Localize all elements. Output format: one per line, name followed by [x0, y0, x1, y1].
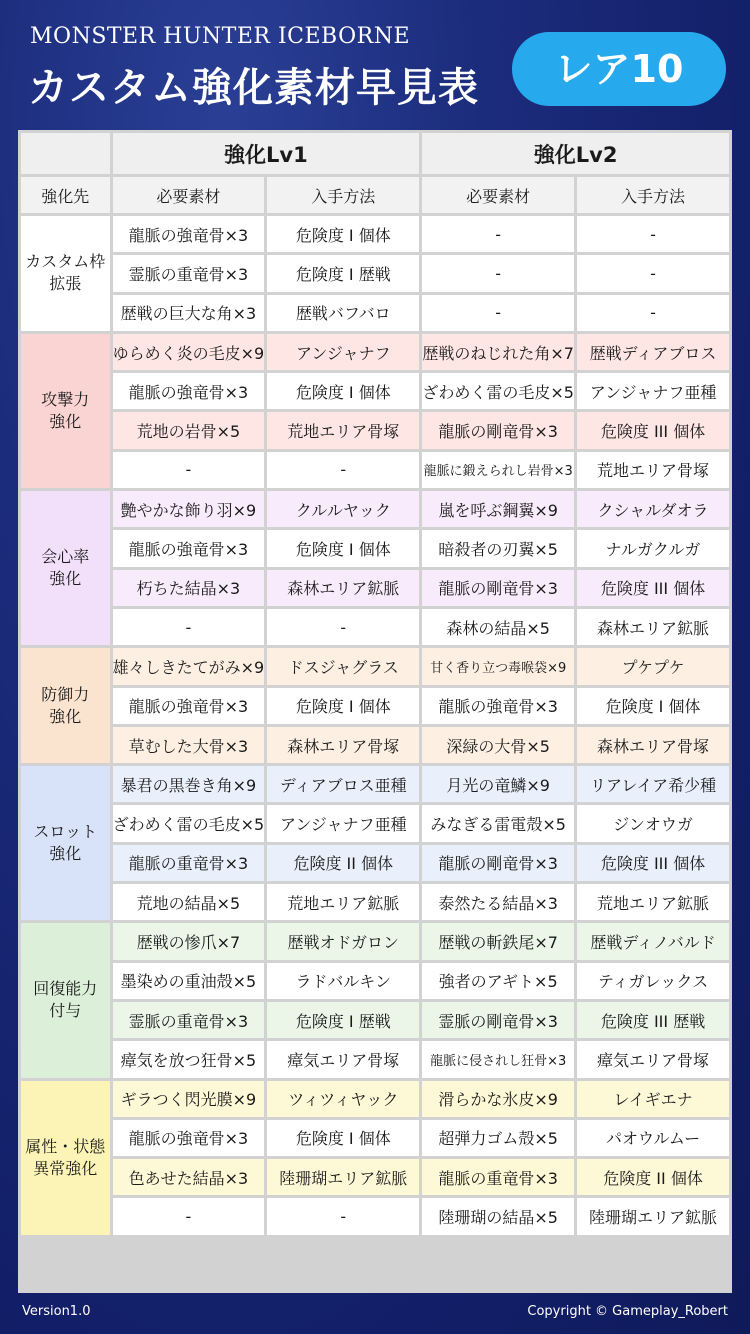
lv1-method-cell: ドスジャグラス — [267, 648, 419, 684]
lv2-method-cell: - — [577, 255, 729, 291]
lv2-material-cell: 龍脈の剛竜骨×3 — [422, 570, 574, 606]
category-cell — [21, 648, 110, 763]
lv1-material-cell: 龍脈の強竜骨×3 — [113, 530, 265, 566]
table-row — [21, 295, 729, 331]
lv1-material-cell: 龍脈の強竜骨×3 — [113, 1120, 265, 1156]
category-label: 会心率 — [41, 547, 90, 567]
lv1-method-cell: 危険度 II 個体 — [267, 845, 419, 881]
lv2-material-cell: 霊脈の剛竜骨×3 — [422, 1002, 574, 1038]
category-label: スロット — [33, 822, 98, 842]
lv1-material-cell: ギラつく閃光膜×9 — [113, 1081, 265, 1117]
lv2-method-cell: パオウルムー — [577, 1120, 729, 1156]
lv1-method-cell: ラドバルキン — [267, 963, 419, 999]
table-row — [21, 727, 729, 763]
lv2-method-cell: プケプケ — [577, 648, 729, 684]
lv1-method-cell: 危険度 I 個体 — [267, 688, 419, 724]
lv1-material-cell: 雄々しきたてがみ×9 — [113, 648, 265, 684]
category-label: 強化 — [49, 569, 82, 589]
lv1-material-cell: 龍脈の強竜骨×3 — [113, 373, 265, 409]
lv2-material-cell: 歴戦の斬鉄尾×7 — [422, 923, 574, 959]
lv1-method-cell: - — [267, 1198, 419, 1234]
lv2-method-cell: 歴戦ディアブロス — [577, 334, 729, 370]
lv2-method-cell: 危険度 III 個体 — [577, 845, 729, 881]
lv1-material-cell: 色あせた結晶×3 — [113, 1159, 265, 1195]
table-row — [21, 609, 729, 645]
lv2-method-cell: 荒地エリア骨塚 — [577, 452, 729, 488]
lv1-method-cell: クルルヤック — [267, 491, 419, 527]
category-cell — [21, 334, 110, 488]
category-cell — [21, 923, 110, 1077]
version-label: Version1.0 — [22, 1304, 91, 1319]
table-row — [21, 923, 729, 959]
lv1-material-cell: 龍脈の強竜骨×3 — [113, 688, 265, 724]
lv1-method-cell: 危険度 I 個体 — [267, 530, 419, 566]
lv1-method-cell: 危険度 I 個体 — [267, 1120, 419, 1156]
corner-cell — [21, 133, 110, 174]
category-label: 回復能力 — [33, 979, 98, 999]
lv2-material-cell: 強者のアギト×5 — [422, 963, 574, 999]
lv1-material-cell: 歴戦の巨大な角×3 — [113, 295, 265, 331]
lv2-method-cell: 陸珊瑚エリア鉱脈 — [577, 1198, 729, 1234]
lv1-method-cell: アンジャナフ — [267, 334, 419, 370]
lv1-material-cell: - — [113, 609, 265, 645]
lv2-material-cell: 龍脈に鍛えられし岩骨×3 — [422, 452, 574, 488]
lv1-material-cell: 歴戦の惨爪×7 — [113, 923, 265, 959]
lv2-material-cell: 深緑の大骨×5 — [422, 727, 574, 763]
rarity-badge: レア10 — [512, 32, 726, 106]
lv2-method-cell: - — [577, 216, 729, 252]
lv2-material-cell: 甘く香り立つ毒喉袋×9 — [422, 648, 574, 684]
lv2-method-cell: アンジャナフ亜種 — [577, 373, 729, 409]
table-row — [21, 1002, 729, 1038]
lv1-method-header: 入手方法 — [267, 177, 419, 213]
lv1-method-cell: 瘴気エリア骨塚 — [267, 1041, 419, 1077]
lv2-material-cell: 歴戦のねじれた角×7 — [422, 334, 574, 370]
table-row — [21, 491, 729, 527]
table-row — [21, 1159, 729, 1195]
lv1-material-cell: 朽ちた結晶×3 — [113, 570, 265, 606]
lv2-method-cell: ナルガクルガ — [577, 530, 729, 566]
lv1-method-cell: 陸珊瑚エリア鉱脈 — [267, 1159, 419, 1195]
lv2-material-cell: 龍脈の剛竜骨×3 — [422, 412, 574, 448]
lv1-material-cell: 龍脈の重竜骨×3 — [113, 845, 265, 881]
lv1-material-cell: 瘴気を放つ狂骨×5 — [113, 1041, 265, 1077]
lv1-material-cell: - — [113, 452, 265, 488]
table-row — [21, 1081, 729, 1117]
table-row — [21, 648, 729, 684]
lv1-method-cell: アンジャナフ亜種 — [267, 805, 419, 841]
category-label: 付与 — [49, 1001, 82, 1021]
copyright-label: Copyright © Gameplay_Robert — [527, 1304, 728, 1319]
table-row — [21, 452, 729, 488]
lv2-method-cell: - — [577, 295, 729, 331]
lv2-material-cell: 龍脈の強竜骨×3 — [422, 688, 574, 724]
lv1-method-cell: 歴戦バフバロ — [267, 295, 419, 331]
lv2-method-cell: ジンオウガ — [577, 805, 729, 841]
lv1-method-cell: 荒地エリア鉱脈 — [267, 884, 419, 920]
lv1-material-cell: 艶やかな飾り羽×9 — [113, 491, 265, 527]
lv1-material-cell: 霊脈の重竜骨×3 — [113, 1002, 265, 1038]
lv1-method-cell: ツィツィヤック — [267, 1081, 419, 1117]
category-cell — [21, 766, 110, 920]
lv2-method-cell: リアレイア希少種 — [577, 766, 729, 802]
lv1-material-cell: 荒地の結晶×5 — [113, 884, 265, 920]
lv2-method-cell: 森林エリア鉱脈 — [577, 609, 729, 645]
lv2-method-cell: 危険度 II 個体 — [577, 1159, 729, 1195]
material-table — [18, 130, 732, 1293]
lv2-material-cell: 暗殺者の刃翼×5 — [422, 530, 574, 566]
category-cell — [21, 491, 110, 645]
table-row — [21, 373, 729, 409]
lv2-method-cell: ティガレックス — [577, 963, 729, 999]
lv2-material-cell: 嵐を呼ぶ鋼翼×9 — [422, 491, 574, 527]
lv1-method-cell: 荒地エリア骨塚 — [267, 412, 419, 448]
category-label: 攻撃力 — [41, 389, 90, 409]
category-cell — [21, 216, 110, 331]
category-label: カスタム枠 — [25, 252, 106, 272]
table-row — [21, 1120, 729, 1156]
lv1-method-cell: - — [267, 452, 419, 488]
category-label: 強化 — [49, 844, 82, 864]
lv1-method-cell: 危険度 I 個体 — [267, 373, 419, 409]
lv1-material-cell: 荒地の岩骨×5 — [113, 412, 265, 448]
lv2-method-header: 入手方法 — [577, 177, 729, 213]
category-label: 拡張 — [49, 274, 82, 294]
table-row — [21, 255, 729, 291]
lv1-method-cell: 危険度 I 個体 — [267, 216, 419, 252]
lv1-material-cell: - — [113, 1198, 265, 1234]
lv1-material-cell: ざわめく雷の毛皮×5 — [113, 805, 265, 841]
category-label: 強化 — [49, 411, 82, 431]
header — [0, 0, 750, 128]
target-column-header: 強化先 — [21, 177, 110, 213]
table-row — [21, 963, 729, 999]
table-row — [21, 570, 729, 606]
table-row — [21, 530, 729, 566]
lv2-material-header: 必要素材 — [422, 177, 574, 213]
category-label: 強化 — [49, 706, 82, 726]
lv2-material-cell: 龍脈に侵されし狂骨×3 — [422, 1041, 574, 1077]
lv2-header: 強化Lv2 — [422, 133, 729, 174]
lv2-method-cell: 森林エリア骨塚 — [577, 727, 729, 763]
lv2-material-cell: - — [422, 216, 574, 252]
lv1-method-cell: 森林エリア鉱脈 — [267, 570, 419, 606]
category-cell — [21, 1081, 110, 1235]
lv2-material-cell: 泰然たる結晶×3 — [422, 884, 574, 920]
lv2-method-cell: クシャルダオラ — [577, 491, 729, 527]
category-label: 属性・状態 — [25, 1136, 106, 1156]
lv2-material-cell: 龍脈の重竜骨×3 — [422, 1159, 574, 1195]
lv1-material-header: 必要素材 — [113, 177, 265, 213]
lv1-method-cell: 危険度 I 歴戦 — [267, 1002, 419, 1038]
lv2-material-cell: 陸珊瑚の結晶×5 — [422, 1198, 574, 1234]
lv2-material-cell: 龍脈の剛竜骨×3 — [422, 845, 574, 881]
lv2-method-cell: 歴戦ディノバルド — [577, 923, 729, 959]
lv2-method-cell: 危険度 III 歴戦 — [577, 1002, 729, 1038]
lv2-material-cell: 超弾力ゴム殻×5 — [422, 1120, 574, 1156]
table-row — [21, 216, 729, 252]
lv1-method-cell: 歴戦オドガロン — [267, 923, 419, 959]
lv2-material-cell: ざわめく雷の毛皮×5 — [422, 373, 574, 409]
table-row — [21, 805, 729, 841]
table-row — [21, 845, 729, 881]
lv1-material-cell: ゆらめく炎の毛皮×9 — [113, 334, 265, 370]
lv1-method-cell: 危険度 I 歴戦 — [267, 255, 419, 291]
lv1-material-cell: 霊脈の重竜骨×3 — [113, 255, 265, 291]
lv2-material-cell: - — [422, 295, 574, 331]
lv1-material-cell: 暴君の黒巻き角×9 — [113, 766, 265, 802]
lv2-method-cell: 荒地エリア鉱脈 — [577, 884, 729, 920]
category-label: 防御力 — [41, 684, 90, 704]
lv2-material-cell: 滑らかな氷皮×9 — [422, 1081, 574, 1117]
lv2-method-cell: 瘴気エリア骨塚 — [577, 1041, 729, 1077]
lv2-method-cell: 危険度 III 個体 — [577, 570, 729, 606]
lv1-method-cell: - — [267, 609, 419, 645]
lv1-material-cell: 墨染めの重油殻×5 — [113, 963, 265, 999]
table-row — [21, 1041, 729, 1077]
lv1-material-cell: 草むした大骨×3 — [113, 727, 265, 763]
table-row — [21, 412, 729, 448]
table-row — [21, 884, 729, 920]
lv2-material-cell: 森林の結晶×5 — [422, 609, 574, 645]
table-row — [21, 334, 729, 370]
lv2-method-cell: 危険度 III 個体 — [577, 412, 729, 448]
lv2-method-cell: レイギエナ — [577, 1081, 729, 1117]
lv2-material-cell: みなぎる雷電殻×5 — [422, 805, 574, 841]
table-row — [21, 688, 729, 724]
lv1-material-cell: 龍脈の強竜骨×3 — [113, 216, 265, 252]
category-label: 異常強化 — [33, 1158, 98, 1178]
lv2-material-cell: - — [422, 255, 574, 291]
lv1-method-cell: ディアブロス亜種 — [267, 766, 419, 802]
lv2-method-cell: 危険度 I 個体 — [577, 688, 729, 724]
lv1-method-cell: 森林エリア骨塚 — [267, 727, 419, 763]
subtitle: MONSTER HUNTER ICEBORNE — [30, 24, 411, 49]
table-row — [21, 1198, 729, 1234]
lv2-material-cell: 月光の竜鱗×9 — [422, 766, 574, 802]
lv1-header: 強化Lv1 — [113, 133, 420, 174]
page-title: カスタム強化素材早見表 — [28, 64, 479, 111]
table-row — [21, 766, 729, 802]
